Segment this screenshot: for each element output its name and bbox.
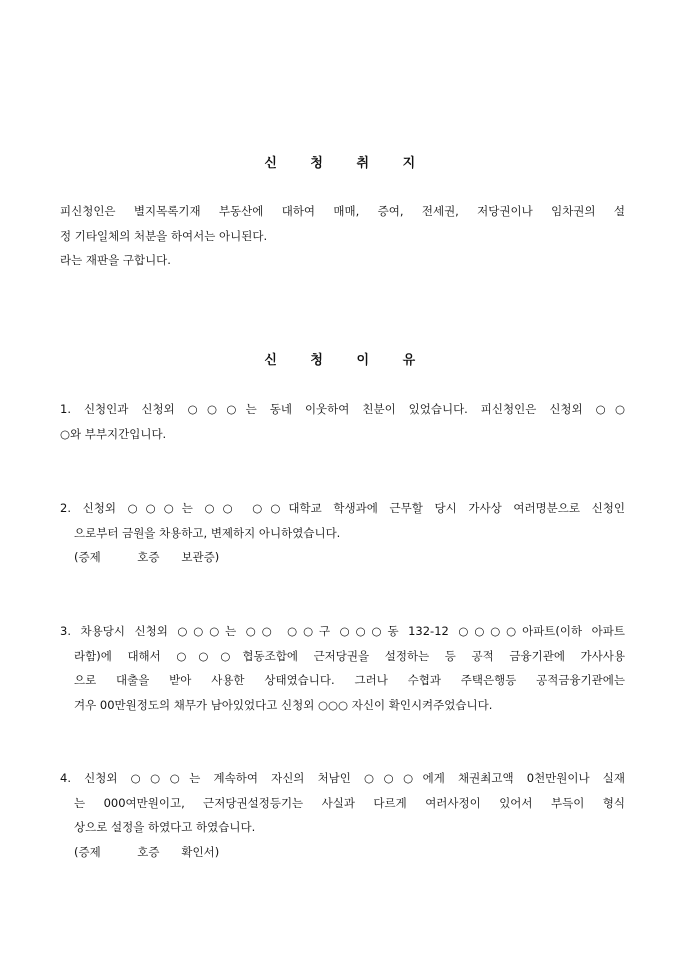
reason-line: 1. 신청인과 신청외 ○○○는 동네 이웃하여 친분이 있었습니다. 피신청인은 신청외 ○○ — [60, 402, 625, 416]
reason-line: 3. 차용당시 신청외 ○○○는 ○○ ○○구 ○○○동 132-12 ○○○○아파트(이하 아파트 — [60, 624, 625, 638]
purpose-paragraph — [60, 199, 625, 273]
purpose-line: 정 기타일체의 처분을 하여서는 아니된다. — [60, 228, 268, 243]
evidence-note: (증제 호증 확인서) — [74, 844, 220, 859]
reason-line: 으로 대출을 받아 사용한 상태였습니다. 그러나 수협과 주택은행등 공적금융기관에는 — [74, 673, 625, 687]
purpose-line: 라는 재판을 구합니다. — [60, 253, 171, 267]
reason-item-3 — [60, 619, 625, 717]
reason-line: ○와 부부지간입니다. — [60, 426, 167, 441]
evidence-note: (증제 호증 보관증) — [74, 550, 220, 564]
reason-line: 2. 신청외 ○○○는 ○○ ○○대학교 학생과에 근무할 당시 가사상 여러명분으로 신청인 — [60, 501, 625, 515]
reason-item-4 — [60, 766, 625, 864]
reason-line: 상으로 설정을 하였다고 하였습니다. — [74, 820, 256, 834]
reason-item-2 — [60, 496, 625, 570]
reason-item-1 — [60, 397, 625, 446]
reason-line: 는 000여만원이고, 근저당권설정등기는 사실과 다르게 여러사정이 있어서 부득이 형식 — [74, 795, 625, 810]
reason-line: 겨우 00만원정도의 채무가 남아있었다고 신청외 ○○○ 자신이 확인시켜주었습니다. — [74, 697, 493, 712]
reason-line: 으로부터 금원을 차용하고, 변제하지 아니하였습니다. — [74, 525, 341, 540]
reason-line: 라함)에 대해서 ○○○협동조합에 근저당권을 설정하는 등 공적 금융기관에 가사사용 — [74, 648, 625, 663]
purpose-line: 피신청인은 별지목록기재 부동산에 대하여 매매, 증여, 전세권, 저당권이나 임차권의 설 — [60, 204, 625, 218]
reason-line: 4. 신청외 ○○○는 계속하여 자신의 처남인 ○○○에게 채권최고액 0천만원이나 실재 — [60, 771, 625, 785]
reasons-heading: 신 청 이 유 — [264, 353, 416, 368]
purpose-heading: 신 청 취 지 — [264, 156, 416, 171]
